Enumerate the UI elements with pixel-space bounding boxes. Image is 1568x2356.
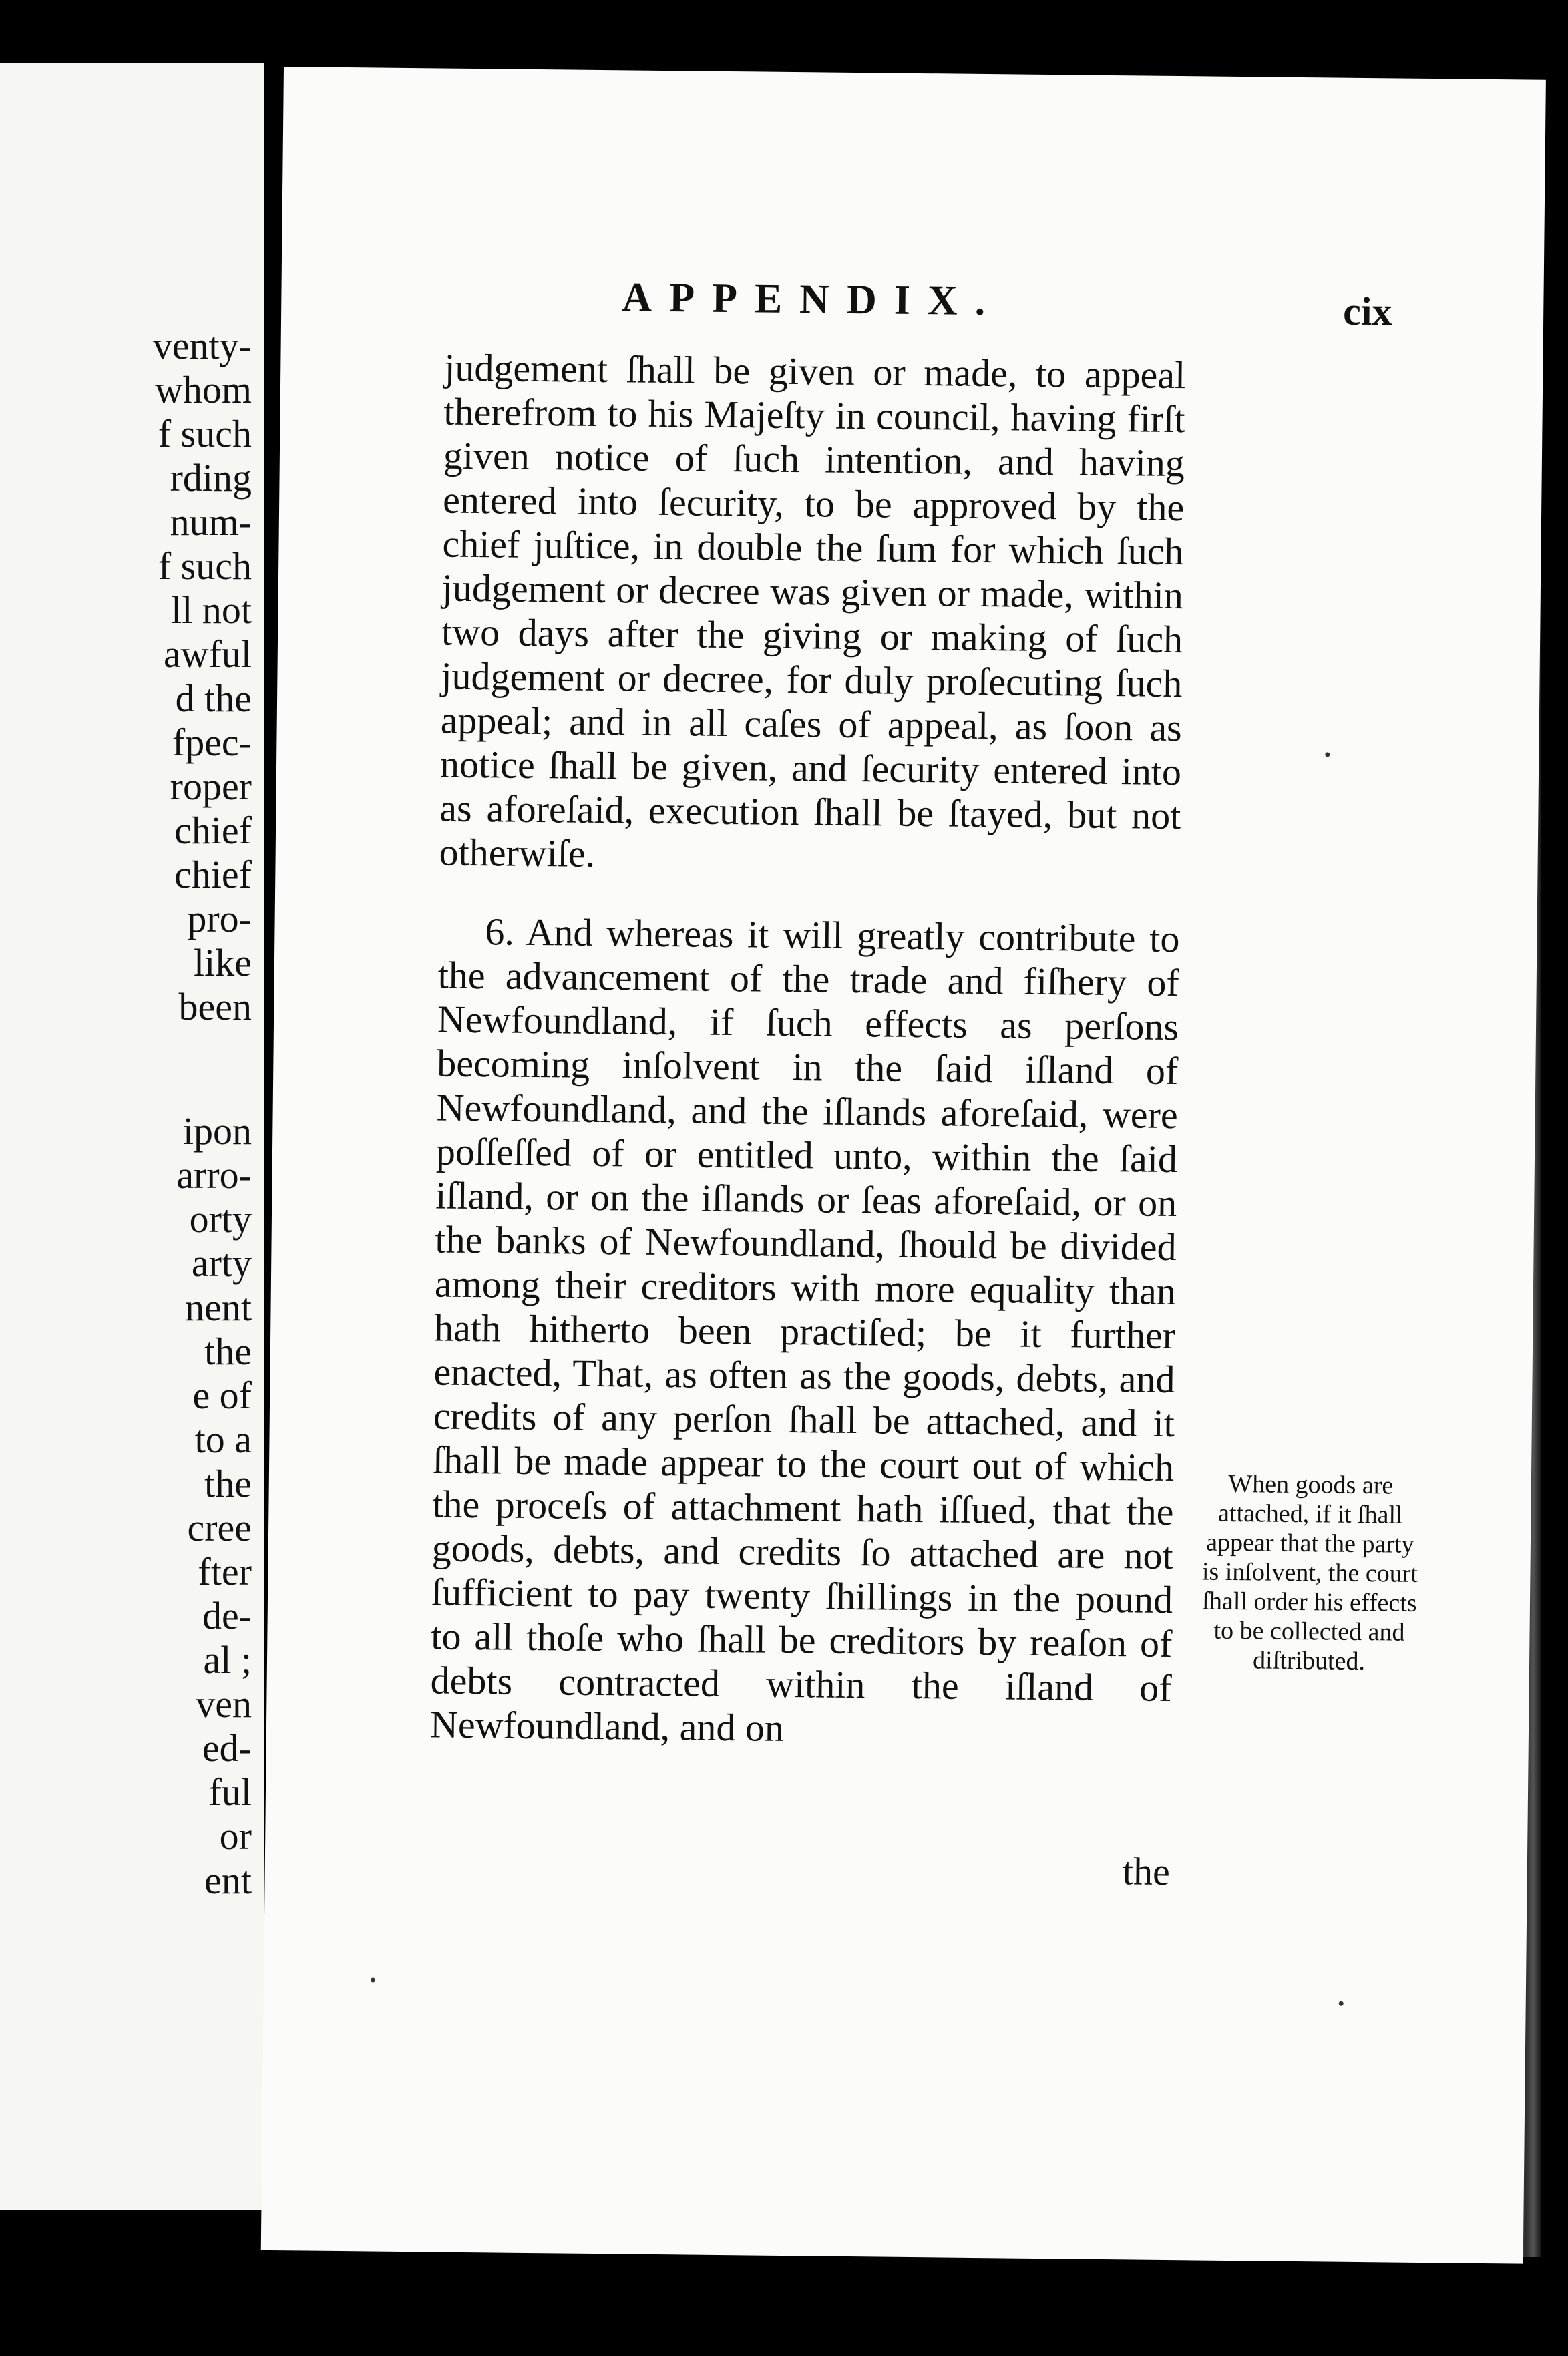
left-fragment-line: been bbox=[178, 985, 252, 1028]
ink-speck bbox=[1325, 752, 1330, 757]
right-page bbox=[261, 67, 1546, 2264]
running-head bbox=[281, 270, 1544, 337]
left-page bbox=[0, 63, 264, 2210]
left-fragment-line: whom bbox=[155, 368, 252, 411]
left-fragment-line: like bbox=[194, 941, 252, 984]
left-fragment-line: e of bbox=[192, 1374, 252, 1417]
left-fragment-line: d the bbox=[175, 676, 252, 720]
left-fragment-line: rding bbox=[170, 456, 252, 500]
margin-note: When goods are attached, if it ſhall appear that the party is inſolvent, the court ſhall order his effects to be collected and diſtributed. bbox=[1201, 1469, 1418, 1676]
left-fragment-line: ipon bbox=[182, 1109, 252, 1153]
left-fragment-line: awful bbox=[163, 632, 252, 676]
left-fragment-line: orty bbox=[189, 1197, 252, 1241]
left-fragment-line: fter bbox=[198, 1550, 252, 1593]
left-fragment-line: pro- bbox=[187, 897, 252, 940]
ink-speck bbox=[371, 1978, 375, 1983]
left-fragment-line: arro- bbox=[176, 1153, 252, 1197]
left-fragment-line: the bbox=[204, 1330, 252, 1373]
paragraph-1: judgement ſhall be given or made, to appeal therefrom to his Majeſty in council, having firſt given notice of ſuch intention, and having entered into ſecurity, to be approved by the chief juſtice, in double the ſum for which ſuch judgement or decree was given or made, within two days after the giving or making of ſuch judgement or decree, for duly proſecuting ſuch appeal; and in all caſes of appeal, as ſoon as notice ſhall be given, and ſecurity entered into as aforeſaid, execution ſhall be ſtayed, but not otherwiſe. bbox=[439, 345, 1186, 875]
left-fragment-line: or bbox=[219, 1814, 252, 1858]
left-fragment-line: chief bbox=[174, 809, 252, 852]
left-fragment-line: al ; bbox=[203, 1638, 252, 1682]
left-page-text-fragments bbox=[153, 324, 252, 1903]
left-fragment-line: roper bbox=[170, 765, 252, 808]
left-fragment-line: ful bbox=[208, 1770, 252, 1814]
left-fragment-line: fpec- bbox=[172, 721, 252, 764]
paragraph-2: 6. And whereas it will greatly contribute to the advancement of the trade and fiſhery of Newfoundland, if ſuch effects as perſons becoming inſolvent in the ſaid iſland of Newfoundland, and the iſlands aforeſaid, were poſſeſſed of or entitled unto, within the ſaid iſland, or on the iſlands or ſeas aforeſaid, or on the banks of Newfoundland, ſhould be divided among their creditors with more equality than hath hitherto been practiſed; be it further enacted, That, as often as the goods, debts, and credits of any perſon ſhall be attached, and it ſhall be made appear to the court out of which the proceſs of attachment hath iſſued, that the goods, debts, and credits ſo attached are not ſufficient to pay twenty ſhillings in the pound to all thoſe who ſhall be creditors by reaſon of debts contracted within the iſland of Newfoundland, and on bbox=[429, 910, 1180, 1750]
ink-speck bbox=[1339, 2001, 1344, 2006]
left-fragment-line: f such bbox=[158, 544, 252, 588]
left-fragment-line: ed- bbox=[202, 1726, 252, 1770]
body-text bbox=[430, 346, 1186, 1755]
running-title: APPENDIX. bbox=[622, 274, 1003, 325]
left-fragment-line: the bbox=[204, 1462, 252, 1505]
left-fragment-gap bbox=[153, 1029, 252, 1109]
left-fragment-line: num- bbox=[170, 500, 252, 544]
left-fragment-line: ll not bbox=[171, 588, 252, 632]
left-fragment-line: ven bbox=[196, 1682, 252, 1726]
left-fragment-line: arty bbox=[191, 1241, 252, 1285]
left-fragment-line: to a bbox=[194, 1418, 252, 1461]
left-fragment-line: nent bbox=[185, 1286, 252, 1329]
catchword: the bbox=[1122, 1849, 1171, 1894]
left-fragment-line: venty- bbox=[152, 324, 252, 367]
left-fragment-line: f such bbox=[158, 412, 252, 455]
left-fragment-line: de- bbox=[202, 1594, 252, 1637]
left-fragment-line: ent bbox=[204, 1858, 252, 1902]
left-fragment-line: cree bbox=[187, 1506, 252, 1549]
left-fragment-line: chief bbox=[174, 853, 252, 896]
page-number: cix bbox=[1342, 288, 1392, 334]
